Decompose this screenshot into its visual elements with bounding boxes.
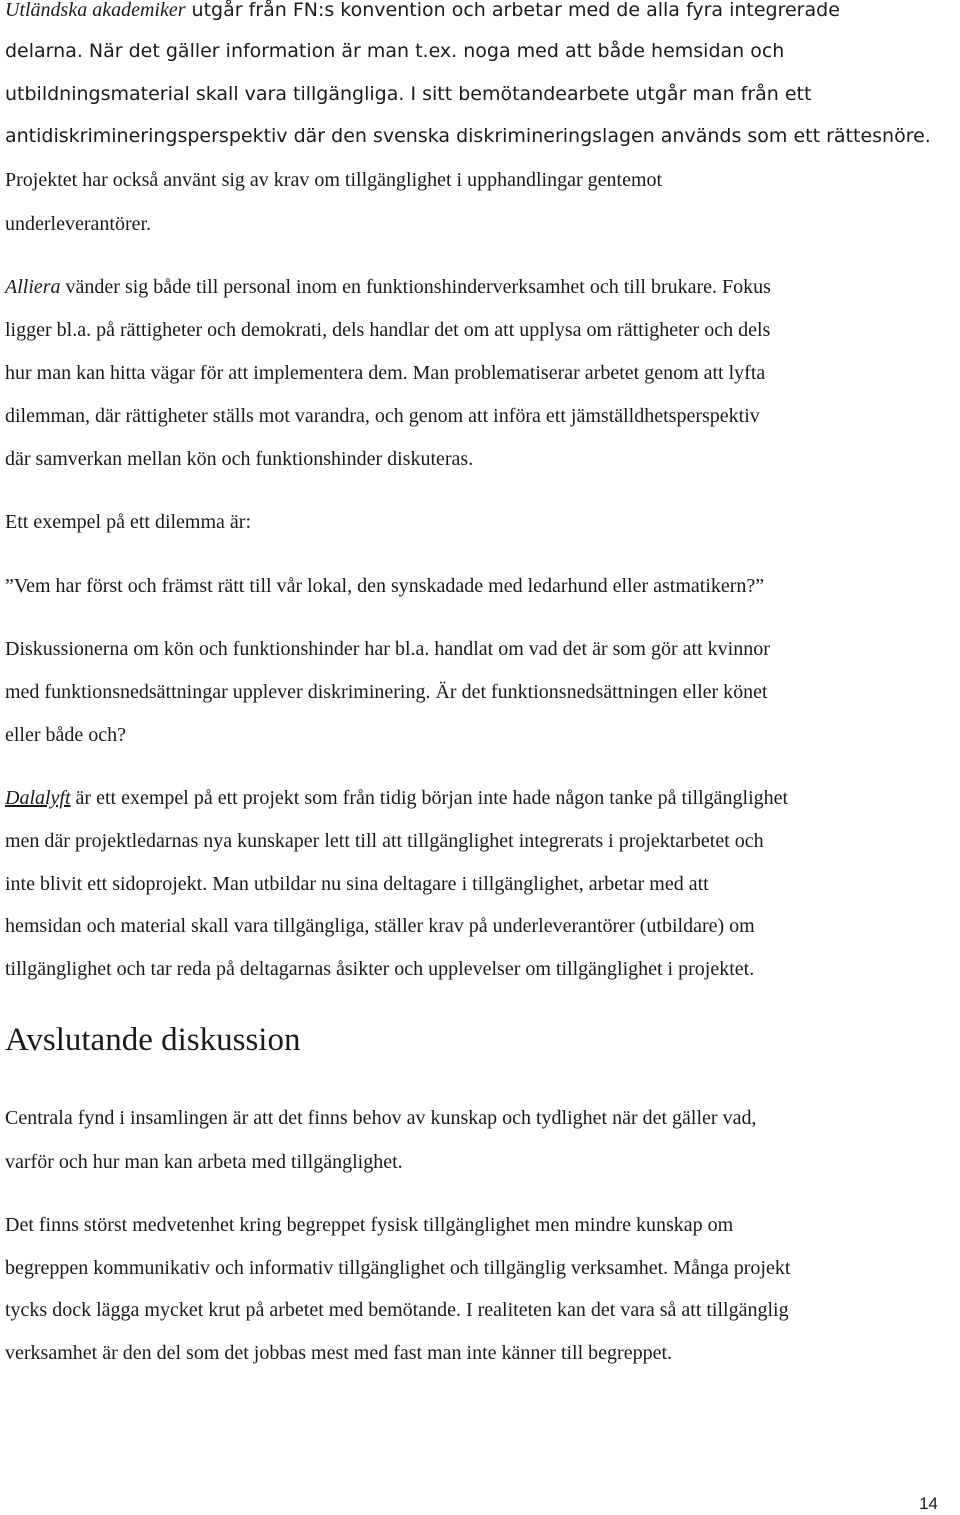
paragraph-1-line-5: Projektet har också använt sig av krav om tillgänglighet i upphandlingar gentemot bbox=[5, 169, 663, 191]
paragraph-4-line-2: med funktionsnedsättningar upplever diskriminering. Är det funktionsnedsättningen eller könet bbox=[5, 681, 768, 703]
paragraph-4-line-3: eller både och? bbox=[5, 724, 127, 746]
paragraph-1-line-4: antidiskrimineringsperspektiv där den svenska diskrimineringslagen används som ett rättesnöre. bbox=[5, 125, 931, 147]
dilemma-quote: ”Vem har först och främst rätt till vår lokal, den synskadade med ledarhund eller astmatikern?” bbox=[5, 575, 765, 597]
paragraph-5-line-3: inte blivit ett sidoprojekt. Man utbildar nu sina deltagare i tillgänglighet, arbetar med att bbox=[5, 873, 709, 895]
paragraph-2-line-5: där samverkan mellan kön och funktionshinder diskuteras. bbox=[5, 448, 474, 470]
project-name-alliera: Alliera bbox=[5, 276, 61, 298]
project-name-utlandska-akademiker: Utländska akademiker bbox=[5, 0, 186, 21]
section-heading: Avslutande diskussion bbox=[5, 1022, 301, 1058]
paragraph-5-line-2: men där projektledarnas nya kunskaper lett till att tillgänglighet integrerats i projektarbetet och bbox=[5, 830, 764, 852]
paragraph-2-line-2: ligger bl.a. på rättigheter och demokrati, dels handlar det om att upplysa om rättigheter och dels bbox=[5, 319, 771, 341]
text-span: vänder sig både till personal inom en funktionshinderverksamhet och till brukare. Fokus bbox=[60, 276, 771, 298]
paragraph-7-line-2: begreppen kommunikativ och informativ tillgänglighet och tillgänglig verksamhet. Många projekt bbox=[5, 1257, 791, 1279]
paragraph-1-line-6: underleverantörer. bbox=[5, 213, 152, 235]
paragraph-1-line-3: utbildningsmaterial skall vara tillgängliga. I sitt bemötandearbete utgår man från ett bbox=[5, 83, 812, 105]
paragraph-5-line-5: tillgänglighet och tar reda på deltagarnas åsikter och upplevelser om tillgänglighet i projektet. bbox=[5, 958, 755, 980]
paragraph-7-line-1: Det finns störst medvetenhet kring begreppet fysisk tillgänglighet men mindre kunskap om bbox=[5, 1214, 734, 1236]
paragraph-6-line-2: varför och hur man kan arbeta med tillgänglighet. bbox=[5, 1151, 403, 1173]
paragraph-7-line-3: tycks dock lägga mycket krut på arbetet med bemötande. I realiteten kan det vara så att tillgänglig bbox=[5, 1299, 789, 1321]
project-name-dalalyft: Dalalyft bbox=[5, 787, 71, 809]
paragraph-7-line-4: verksamhet är den del som det jobbas mest med fast man inte känner till begreppet. bbox=[5, 1342, 673, 1364]
text-span: utgår från FN:s konvention och arbetar med de alla fyra integrerade bbox=[185, 0, 840, 21]
paragraph-4-line-1: Diskussionerna om kön och funktionshinder har bl.a. handlat om vad det är som gör att kvinnor bbox=[5, 638, 770, 660]
paragraph-2-line-4: dilemman, där rättigheter ställs mot varandra, och genom att införa ett jämställdhetsperspektiv bbox=[5, 405, 760, 427]
paragraph-5-line-4: hemsidan och material skall vara tillgängliga, ställer krav på underleverantörer (utbildare) om bbox=[5, 915, 755, 937]
paragraph-5-line-1 bbox=[5, 784, 788, 812]
paragraph-1-line-1 bbox=[5, 0, 840, 24]
paragraph-1-line-2: delarna. När det gäller information är man t.ex. noga med att både hemsidan och bbox=[5, 40, 785, 62]
paragraph-6-line-1: Centrala fynd i insamlingen är att det finns behov av kunskap och tydlighet när det gäller vad, bbox=[5, 1107, 757, 1129]
paragraph-2-line-1 bbox=[5, 273, 771, 301]
paragraph-3: Ett exempel på ett dilemma är: bbox=[5, 511, 252, 533]
text-span: är ett exempel på ett projekt som från tidig början inte hade någon tanke på tillgänglighet bbox=[70, 787, 789, 809]
page-number: 14 bbox=[919, 1494, 938, 1513]
paragraph-2-line-3: hur man kan hitta vägar för att implementera dem. Man problematiserar arbetet genom att lyfta bbox=[5, 362, 766, 384]
